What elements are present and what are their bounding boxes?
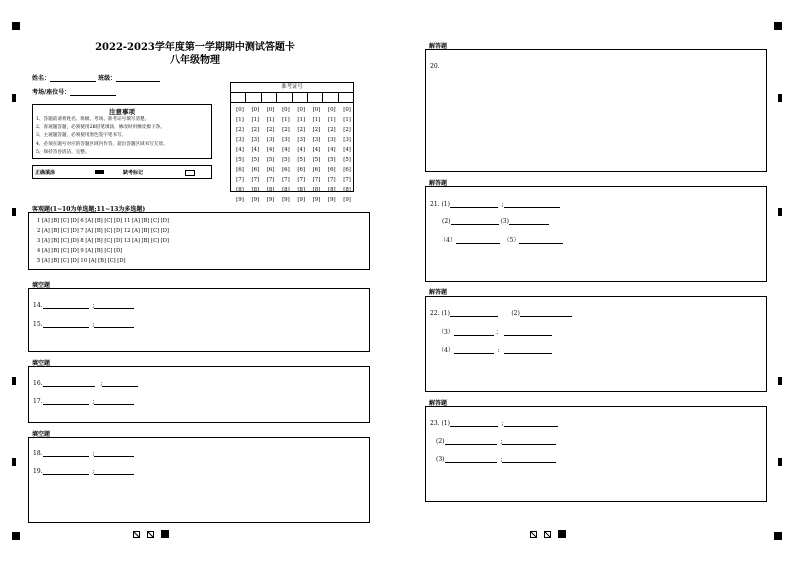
answer-line-23-1[interactable]: 23. (1) ; [430, 419, 558, 427]
exam-id-digit-bubble[interactable]: [2] [297, 127, 305, 133]
exam-id-digit-bubble[interactable]: [0] [266, 107, 275, 113]
notice-item: 1、答题前请将姓名、班级、考场、准考证号填写清楚。 [36, 117, 150, 122]
fill-section-box [28, 437, 370, 523]
exam-id-digit-bubble[interactable]: [6] [251, 167, 260, 173]
exam-id-title: 准考证号 [231, 83, 353, 93]
exam-id-digit-bubble[interactable]: [2] [327, 127, 336, 133]
notice-item: 2、客观题答题，必须使用2B铅笔填涂，修改时用橡皮擦干净。 [36, 125, 165, 131]
exam-id-column [248, 105, 262, 205]
exam-id-digit-bubble[interactable]: [8] [266, 187, 275, 193]
exam-id-digit-bubble[interactable]: [1] [236, 117, 244, 123]
exam-id-digit-bubble[interactable]: [4] [343, 147, 351, 153]
exam-id-digit-bubble[interactable]: [2] [251, 127, 260, 133]
exam-id-digit-bubble[interactable]: [5] [236, 157, 244, 163]
fill-section-title: 填空题 [32, 431, 51, 438]
name-label: 姓名： [32, 75, 51, 82]
objective-title: 客观题(1~10为单选题;11~13为多选题) [32, 206, 146, 213]
exam-id-digit-bubble[interactable]: [5] [327, 157, 336, 163]
page-subtitle: 八年级物理 [170, 55, 220, 66]
fill-section-box [28, 288, 370, 352]
exam-id-digit-bubble[interactable]: [2] [236, 127, 244, 133]
answer-line-19[interactable]: 19. ; [33, 467, 134, 475]
exam-id-digit-bubble[interactable]: [3] [236, 137, 244, 143]
absent-checkbox[interactable] [185, 170, 195, 176]
notice-item: 5、保持答卷清洁、完整。 [36, 149, 90, 155]
footer-code-mark [133, 531, 140, 538]
exam-id-digit-bubble[interactable]: [2] [266, 127, 275, 133]
exam-id-digit-bubble[interactable]: [3] [282, 137, 290, 143]
exam-id-digit-bubble[interactable]: [0] [251, 107, 260, 113]
exam-id-digit-bubble[interactable]: [0] [327, 107, 336, 113]
exam-id-digit-bubble[interactable]: [7] [266, 177, 275, 183]
notice-title: 注意事项 [109, 108, 135, 116]
exam-id-digit-bubble[interactable]: [9] [297, 197, 305, 203]
exam-id-digit-bubble[interactable]: [1] [312, 117, 321, 123]
answer-box-22[interactable] [425, 296, 767, 392]
exam-id-digit-bubble[interactable]: [6] [236, 167, 244, 173]
exam-id-column [310, 105, 324, 205]
exam-id-digit-bubble[interactable]: [4] [236, 147, 244, 153]
exam-id-digit-bubble[interactable]: [5] [282, 157, 290, 163]
answer-line-23-2[interactable]: (2) ; [436, 437, 556, 445]
question-20-label: 20. [430, 63, 440, 70]
name-line[interactable] [50, 74, 96, 82]
footer-code-mark [147, 531, 154, 538]
exam-id-digit-bubble[interactable]: [5] [251, 157, 260, 163]
exam-id-digit-bubble[interactable]: [2] [343, 127, 351, 133]
answer-section-title: 解答题 [429, 289, 448, 296]
answer-box-21[interactable] [425, 186, 767, 282]
correct-fill-sample [95, 170, 104, 174]
fill-section-box [28, 366, 370, 423]
exam-id-digit-bubble[interactable]: [6] [282, 167, 290, 173]
exam-id-column [279, 105, 293, 205]
exam-id-digit-bubble[interactable]: [7] [343, 177, 351, 183]
answer-box-20[interactable] [425, 49, 767, 172]
fill-example-box [32, 165, 212, 179]
footer-code-mark [558, 530, 566, 538]
timing-mark [778, 458, 782, 466]
answer-line-22-3[interactable]: （3） ； [438, 327, 552, 336]
exam-id-digit-bubble[interactable]: [3] [312, 137, 321, 143]
answer-line-21-1[interactable]: 21. (1) ; [430, 200, 560, 208]
exam-id-digit-bubble[interactable]: [8] [312, 187, 321, 193]
exam-id-column [233, 105, 247, 205]
timing-mark [12, 94, 16, 102]
exam-id-digit-bubble[interactable]: [9] [327, 197, 336, 203]
notice-item: 3、主观题答题，必须使用黑色签字笔书写。 [36, 133, 127, 139]
exam-id-digit-bubble[interactable]: [7] [312, 177, 321, 183]
footer-code-mark [544, 531, 551, 538]
exam-id-column [294, 105, 308, 205]
corner-mark [774, 532, 782, 540]
page-title: 2022-2023学年度第一学期期中测试答题卡 [95, 42, 295, 53]
exam-id-digit-bubble[interactable]: [4] [312, 147, 321, 153]
objective-box [28, 212, 370, 270]
timing-mark [12, 208, 16, 216]
exam-id-digit-bubble[interactable]: [9] [312, 197, 321, 203]
exam-id-digit-bubble[interactable]: [1] [282, 117, 290, 123]
objective-row[interactable]: 5 [A] [B] [C] [D] 10 [A] [B] [C] [D] [37, 258, 126, 264]
exam-id-digit-bubble[interactable]: [7] [297, 177, 305, 183]
exam-id-digit-bubble[interactable]: [6] [297, 167, 305, 173]
exam-id-digit-bubble[interactable]: [5] [266, 157, 275, 163]
fill-section-title: 填空题 [32, 282, 51, 289]
exam-id-digit-bubble[interactable]: [5] [343, 157, 351, 163]
notice-box [32, 104, 212, 159]
exam-id-digit-bubble[interactable]: [0] [282, 107, 290, 113]
exam-id-digit-bubble[interactable]: [8] [282, 187, 290, 193]
exam-id-digit-bubble[interactable]: [4] [327, 147, 336, 153]
answer-line-14[interactable]: 14. ; [33, 301, 134, 309]
exam-id-digit-bubble[interactable]: [7] [251, 177, 260, 183]
timing-mark [778, 94, 782, 102]
exam-id-digit-bubble[interactable]: [7] [236, 177, 244, 183]
corner-mark [12, 22, 20, 30]
answer-line-16[interactable]: 16. ; [33, 379, 138, 387]
exam-id-digit-bubble[interactable]: [6] [327, 167, 336, 173]
corner-mark [774, 22, 782, 30]
exam-id-digit-bubble[interactable]: [2] [312, 127, 321, 133]
exam-id-digit-bubble[interactable]: [1] [327, 117, 336, 123]
answer-line-15[interactable]: 15. ; [33, 320, 134, 328]
name-field[interactable] [32, 73, 160, 82]
answer-line-17[interactable]: 17. ; [33, 397, 134, 405]
exam-id-digit-bubble[interactable]: [5] [297, 157, 305, 163]
exam-id-digit-bubble[interactable]: [3] [343, 137, 351, 143]
timing-mark [778, 377, 782, 385]
exam-id-digit-bubble[interactable]: [9] [282, 197, 290, 203]
seat-label: 考场/座位号： [32, 89, 71, 96]
answer-section-title: 解答题 [429, 400, 448, 407]
answer-line-21-4[interactable]: （4） （5） [440, 235, 563, 244]
exam-id-digit-bubble[interactable]: [8] [236, 187, 244, 193]
footer-code-mark [161, 530, 169, 538]
exam-id-digit-bubble[interactable]: [3] [266, 137, 275, 143]
answer-line-23-3[interactable]: (3) ; [436, 455, 556, 463]
exam-id-digit-bubble[interactable]: [6] [266, 167, 275, 173]
exam-id-digit-bubble[interactable]: [4] [282, 147, 290, 153]
class-label: 班级： [98, 75, 117, 82]
answer-box-23[interactable] [425, 406, 767, 502]
exam-id-digit-bubble[interactable]: [1] [251, 117, 260, 123]
timing-mark [12, 458, 16, 466]
correct-fill-label: 正确填涂 [35, 170, 56, 176]
exam-id-digit-bubble[interactable]: [3] [297, 137, 305, 143]
answer-line-21-2[interactable]: (2) (3) [442, 217, 549, 225]
timing-mark [12, 377, 16, 385]
exam-id-digit-bubble[interactable]: [1] [266, 117, 275, 123]
exam-id-digit-bubble[interactable]: [4] [297, 147, 305, 153]
exam-id-digit-bubble[interactable]: [6] [312, 167, 321, 173]
exam-id-digit-bubble[interactable]: [8] [343, 187, 351, 193]
class-line[interactable] [116, 74, 160, 82]
footer-code-mark [530, 531, 537, 538]
exam-id-digit-bubble[interactable]: [0] [236, 107, 244, 113]
seat-field[interactable] [32, 87, 116, 96]
exam-id-digit-grid[interactable] [231, 105, 353, 203]
exam-id-digit-bubble[interactable]: [4] [266, 147, 275, 153]
timing-mark [778, 208, 782, 216]
absent-label: 缺考标记 [123, 170, 144, 176]
answer-line-22-1[interactable]: 22. (1) (2) [430, 309, 572, 317]
exam-id-digit-bubble[interactable]: [9] [266, 197, 275, 203]
exam-id-digit-bubble[interactable]: [9] [251, 197, 260, 203]
exam-id-column [340, 105, 354, 205]
exam-id-digit-bubble[interactable]: [8] [327, 187, 336, 193]
fill-section-title: 填空题 [32, 360, 51, 367]
exam-id-digit-bubble[interactable]: [9] [236, 197, 244, 203]
exam-id-digit-bubble[interactable]: [3] [327, 137, 336, 143]
objective-row[interactable]: 3 [A] [B] [C] [D] 8 [A] [B] [C] [D] 13 [A] [B] [C] [D] [37, 238, 169, 244]
exam-id-digit-bubble[interactable]: [6] [343, 167, 351, 173]
exam-id-digit-bubble[interactable]: [0] [343, 107, 351, 113]
exam-id-digit-bubble[interactable]: [7] [327, 177, 336, 183]
exam-id-digit-bubble[interactable]: [2] [282, 127, 290, 133]
exam-id-digit-bubble[interactable]: [5] [312, 157, 321, 163]
exam-id-digit-bubble[interactable]: [4] [251, 147, 260, 153]
exam-id-column [325, 105, 339, 205]
answer-section-title: 解答题 [429, 43, 448, 50]
exam-id-digit-bubble[interactable]: [0] [312, 107, 321, 113]
answer-line-18[interactable]: 18. ; [33, 449, 134, 457]
answer-section-title: 解答题 [429, 180, 448, 187]
exam-id-digit-bubble[interactable]: [8] [297, 187, 305, 193]
objective-row[interactable]: 4 [A] [B] [C] [D] 9 [A] [B] [C] [D] [37, 248, 123, 254]
corner-mark [12, 532, 20, 540]
exam-id-digit-bubble[interactable]: [1] [343, 117, 351, 123]
exam-id-box [230, 82, 354, 203]
exam-id-column [264, 105, 278, 205]
exam-id-digit-bubble[interactable]: [9] [343, 197, 351, 203]
exam-id-digit-bubble[interactable]: [3] [251, 137, 260, 143]
exam-id-digit-bubble[interactable]: [8] [251, 187, 260, 193]
objective-row[interactable]: 1 [A] [B] [C] [D] 6 [A] [B] [C] [D] 11 [A] [B] [C] [D] [37, 218, 169, 224]
notice-item: 4、必须在题号对应的答题区域内作答，超出答题区域书写无效。 [36, 141, 168, 147]
objective-row[interactable]: 2 [A] [B] [C] [D] 7 [A] [B] [C] [D] 12 [A] [B] [C] [D] [37, 228, 169, 234]
exam-id-digit-bubble[interactable]: [1] [297, 117, 305, 123]
exam-id-digit-bubble[interactable]: [7] [282, 177, 290, 183]
exam-id-digit-bubble[interactable]: [0] [297, 107, 305, 113]
answer-line-22-4[interactable]: （4） : [438, 345, 552, 354]
seat-line[interactable] [70, 88, 116, 96]
